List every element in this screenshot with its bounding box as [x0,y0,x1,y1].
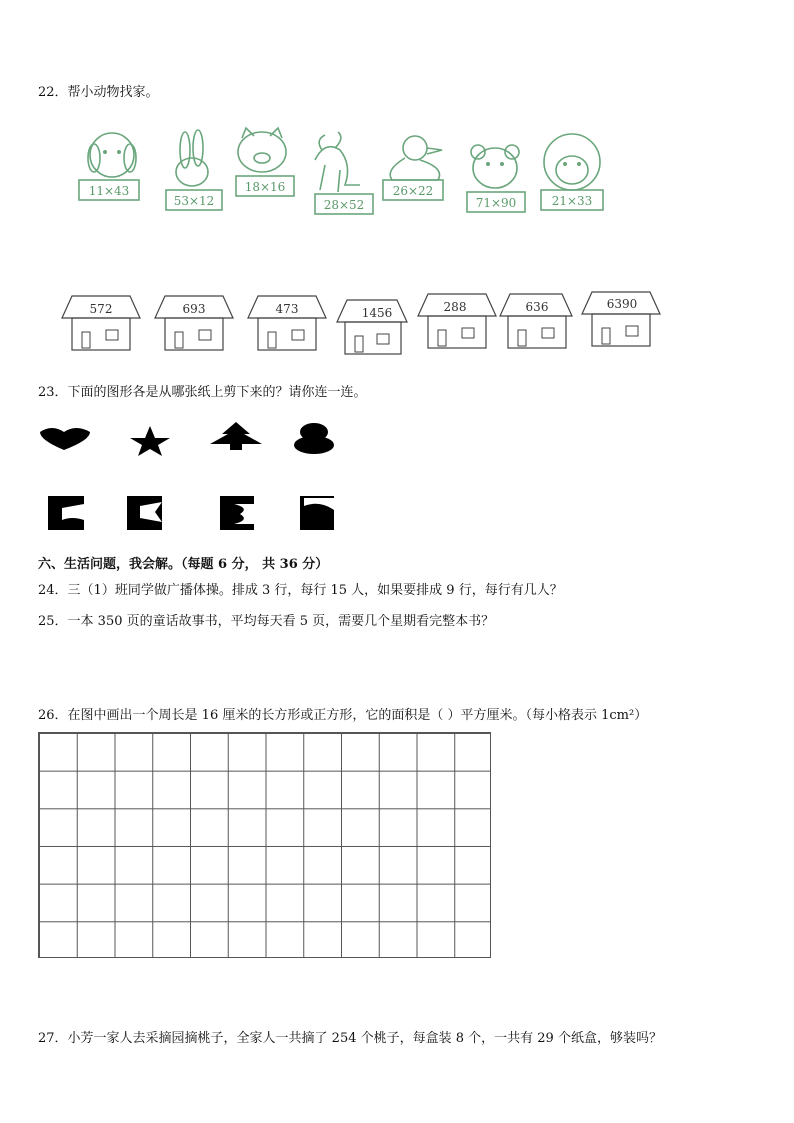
tree-icon [210,422,262,450]
shapes-top-row [0,420,794,460]
pig-icon [238,128,286,172]
goat-icon [315,132,360,192]
duck-icon [390,136,442,180]
house-label: 473 [275,302,299,316]
cutout-paper-4-icon [300,496,334,530]
animals-row [0,0,794,240]
house-label: 636 [525,300,549,314]
rabbit-icon [176,130,208,186]
question-22: 22．帮小动物找家。 [38,85,159,100]
cutout-paper-1-icon [48,496,84,530]
question-23: 23．下面的图形各是从哪张纸上剪下来的？请你连一连。 [38,385,367,400]
cutout-paper-3-icon [220,496,254,530]
house-label: 288 [443,300,467,314]
house-label: 572 [89,302,113,316]
question-25: 25．一本 350 页的童话故事书，平均每天看 5 页，需要几个星期看完整本书？ [38,614,495,629]
star-icon [130,426,170,456]
animal-label: 11×43 [88,184,130,198]
house-label: 6390 [606,297,638,311]
question-26: 26．在图中画出一个周长是 16 厘米的长方形或正方形，它的面积是（ ）平方厘米。（每小格表示 1cm²） [38,708,648,723]
heart-icon [40,428,90,450]
shapes-bottom-row [0,494,794,534]
house-label: 693 [182,302,206,316]
question-24: 24．三（1）班同学做广播体操。排成 3 行，每行 15 人，如果要排成 9 行，每行有几人？ [38,583,563,598]
animal-label: 18×16 [244,180,286,194]
houses-row [0,290,794,370]
house-label: 1456 [361,306,393,320]
dog-icon [88,133,136,177]
animal-label: 71×90 [475,196,517,210]
animal-label: 26×22 [392,184,434,198]
drawing-grid[interactable] [38,732,491,958]
animal-label: 28×52 [323,198,365,212]
monkey-icon [544,134,600,190]
snowman-icon [294,423,334,454]
section-6-heading: 六、生活问题，我会解。（每题 6 分， 共 36 分） [38,557,329,572]
animal-label: 53×12 [173,194,215,208]
animal-label: 21×33 [551,194,593,208]
question-27: 27．小芳一家人去采摘园摘桃子，全家人一共摘了 254 个桃子，每盒装 8 个，一共有 29 个纸盒，够装吗？ [38,1031,662,1046]
bear-icon [471,145,519,188]
cutout-paper-2-icon [127,496,162,530]
